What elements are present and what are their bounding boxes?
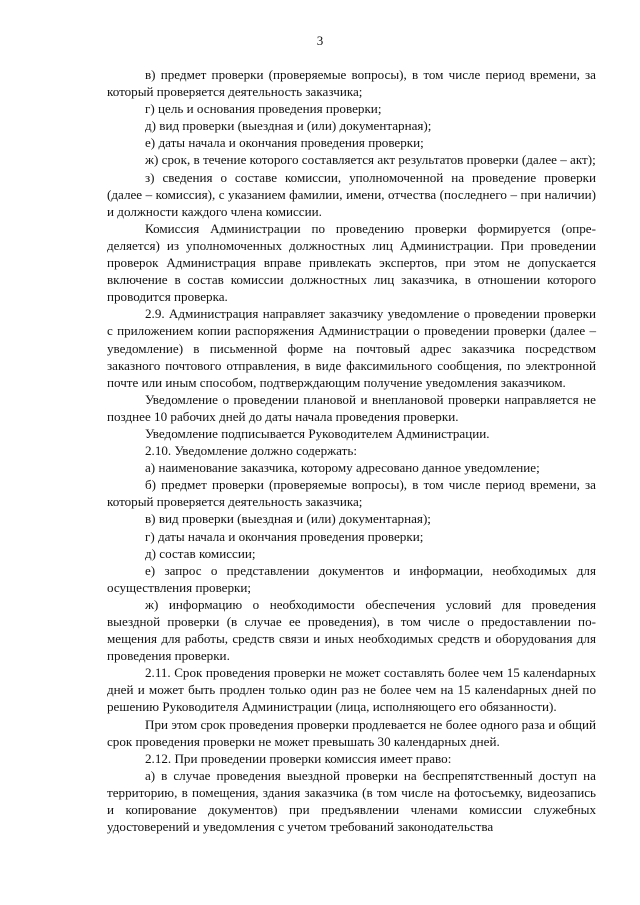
paragraph: д) вид проверки (выездная и (или) документарная); xyxy=(145,118,432,134)
paragraph: а) в случае проведения выездной проверки на беспрепятственный доступ на территорию, в помещения, здания заказчика (в том числе на фотосъемку, видеозапись и копирование документов) при предъявлении членами комиссии служебных удостоверений и уведомления с учетом требований законодательства xyxy=(107,767,596,835)
paragraph: а) наименование заказчика, которому адресовано данное уведомление; xyxy=(145,460,540,476)
paragraph: Уведомление подписывается Руководителем Администрации. xyxy=(145,425,490,441)
paragraph: б) предмет проверки (проверяемые вопросы), в том числе период времени, за который проверяется деятельность заказчика; xyxy=(107,477,596,510)
paragraph: ж) срок, в течение которого составляется акт результатов проверки (далее – акт); xyxy=(145,152,596,168)
paragraph: г) даты начала и окончания проведения проверки; xyxy=(145,528,424,544)
paragraph: г) цель и основания проведения проверки; xyxy=(145,101,382,117)
paragraph: 2.10. Уведомление должно содержать: xyxy=(145,443,357,459)
paragraph: е) даты начала и окончания проведения проверки; xyxy=(145,135,424,151)
document-body xyxy=(107,66,596,835)
paragraph: 2.11. Срок проведения проверки не может составлять более чем 15 каленdарных дней и может быть продлен только один раз не более чем на 15 каленdарных дней по решению Руководителя Администрации (лица, исполняющего его обязанности). xyxy=(107,665,596,715)
paragraph: 2.9. Администрация направляет заказчику уведомление о проведении проверки с приложением копии распоряжения Администрации о проведении проверки (далее – уведомление) в письменной форме на почтовый адрес заказчика посредством заказного почтового отправления, в виде факсимильного сообщения, по электронной почте или иным способом, подтверждающим получение уведомления заказчиком. xyxy=(107,306,596,390)
paragraph: Комиссия Администрации по проведению проверки формируется (определяется) из уполномоченных должностных лиц Администрации. При проведении проверок Администрация вправе привлекать экспертов, при этом не допускается включение в состав комиссии должностных лиц заказчика, в отношении которого проводится проверка. xyxy=(107,220,596,305)
paragraph: д) состав комиссии; xyxy=(145,545,256,561)
page-number: 3 xyxy=(316,33,324,48)
paragraph: Уведомление о проведении плановой и внеплановой проверки направляется не позднее 10 рабочих дней до даты начала проведения проверки. xyxy=(107,391,596,424)
paragraph: в) вид проверки (выездная и (или) документарная); xyxy=(145,511,431,527)
paragraph: з) сведения о составе комиссии, уполномоченной на проведение проверки (далее – комиссия), с указанием фамилии, имени, отчества (последнего – при наличии) и должности каждого члена комиссии. xyxy=(107,169,596,219)
paragraph: е) запрос о представлении документов и информации, необходимых для осуществления проверки; xyxy=(107,562,596,595)
paragraph: в) предмет проверки (проверяемые вопросы), в том числе период времени, за который проверяется деятельность заказчика; xyxy=(107,67,596,100)
paragraph: При этом срок проведения проверки продлевается не более одного раза и общий срок проведения проверки не может превышать 30 календарных дней. xyxy=(107,716,596,749)
paragraph: 2.12. При проведении проверки комиссия имеет право: xyxy=(145,750,452,766)
paragraph: ж) информацию о необходимости обеспечения условий для проведения выездной проверки (в случае ее проведения), в том числе о предоставлении помещения для работы, средств связи и иных необходимых средств и оборудования для проведения проверки. xyxy=(107,596,596,664)
